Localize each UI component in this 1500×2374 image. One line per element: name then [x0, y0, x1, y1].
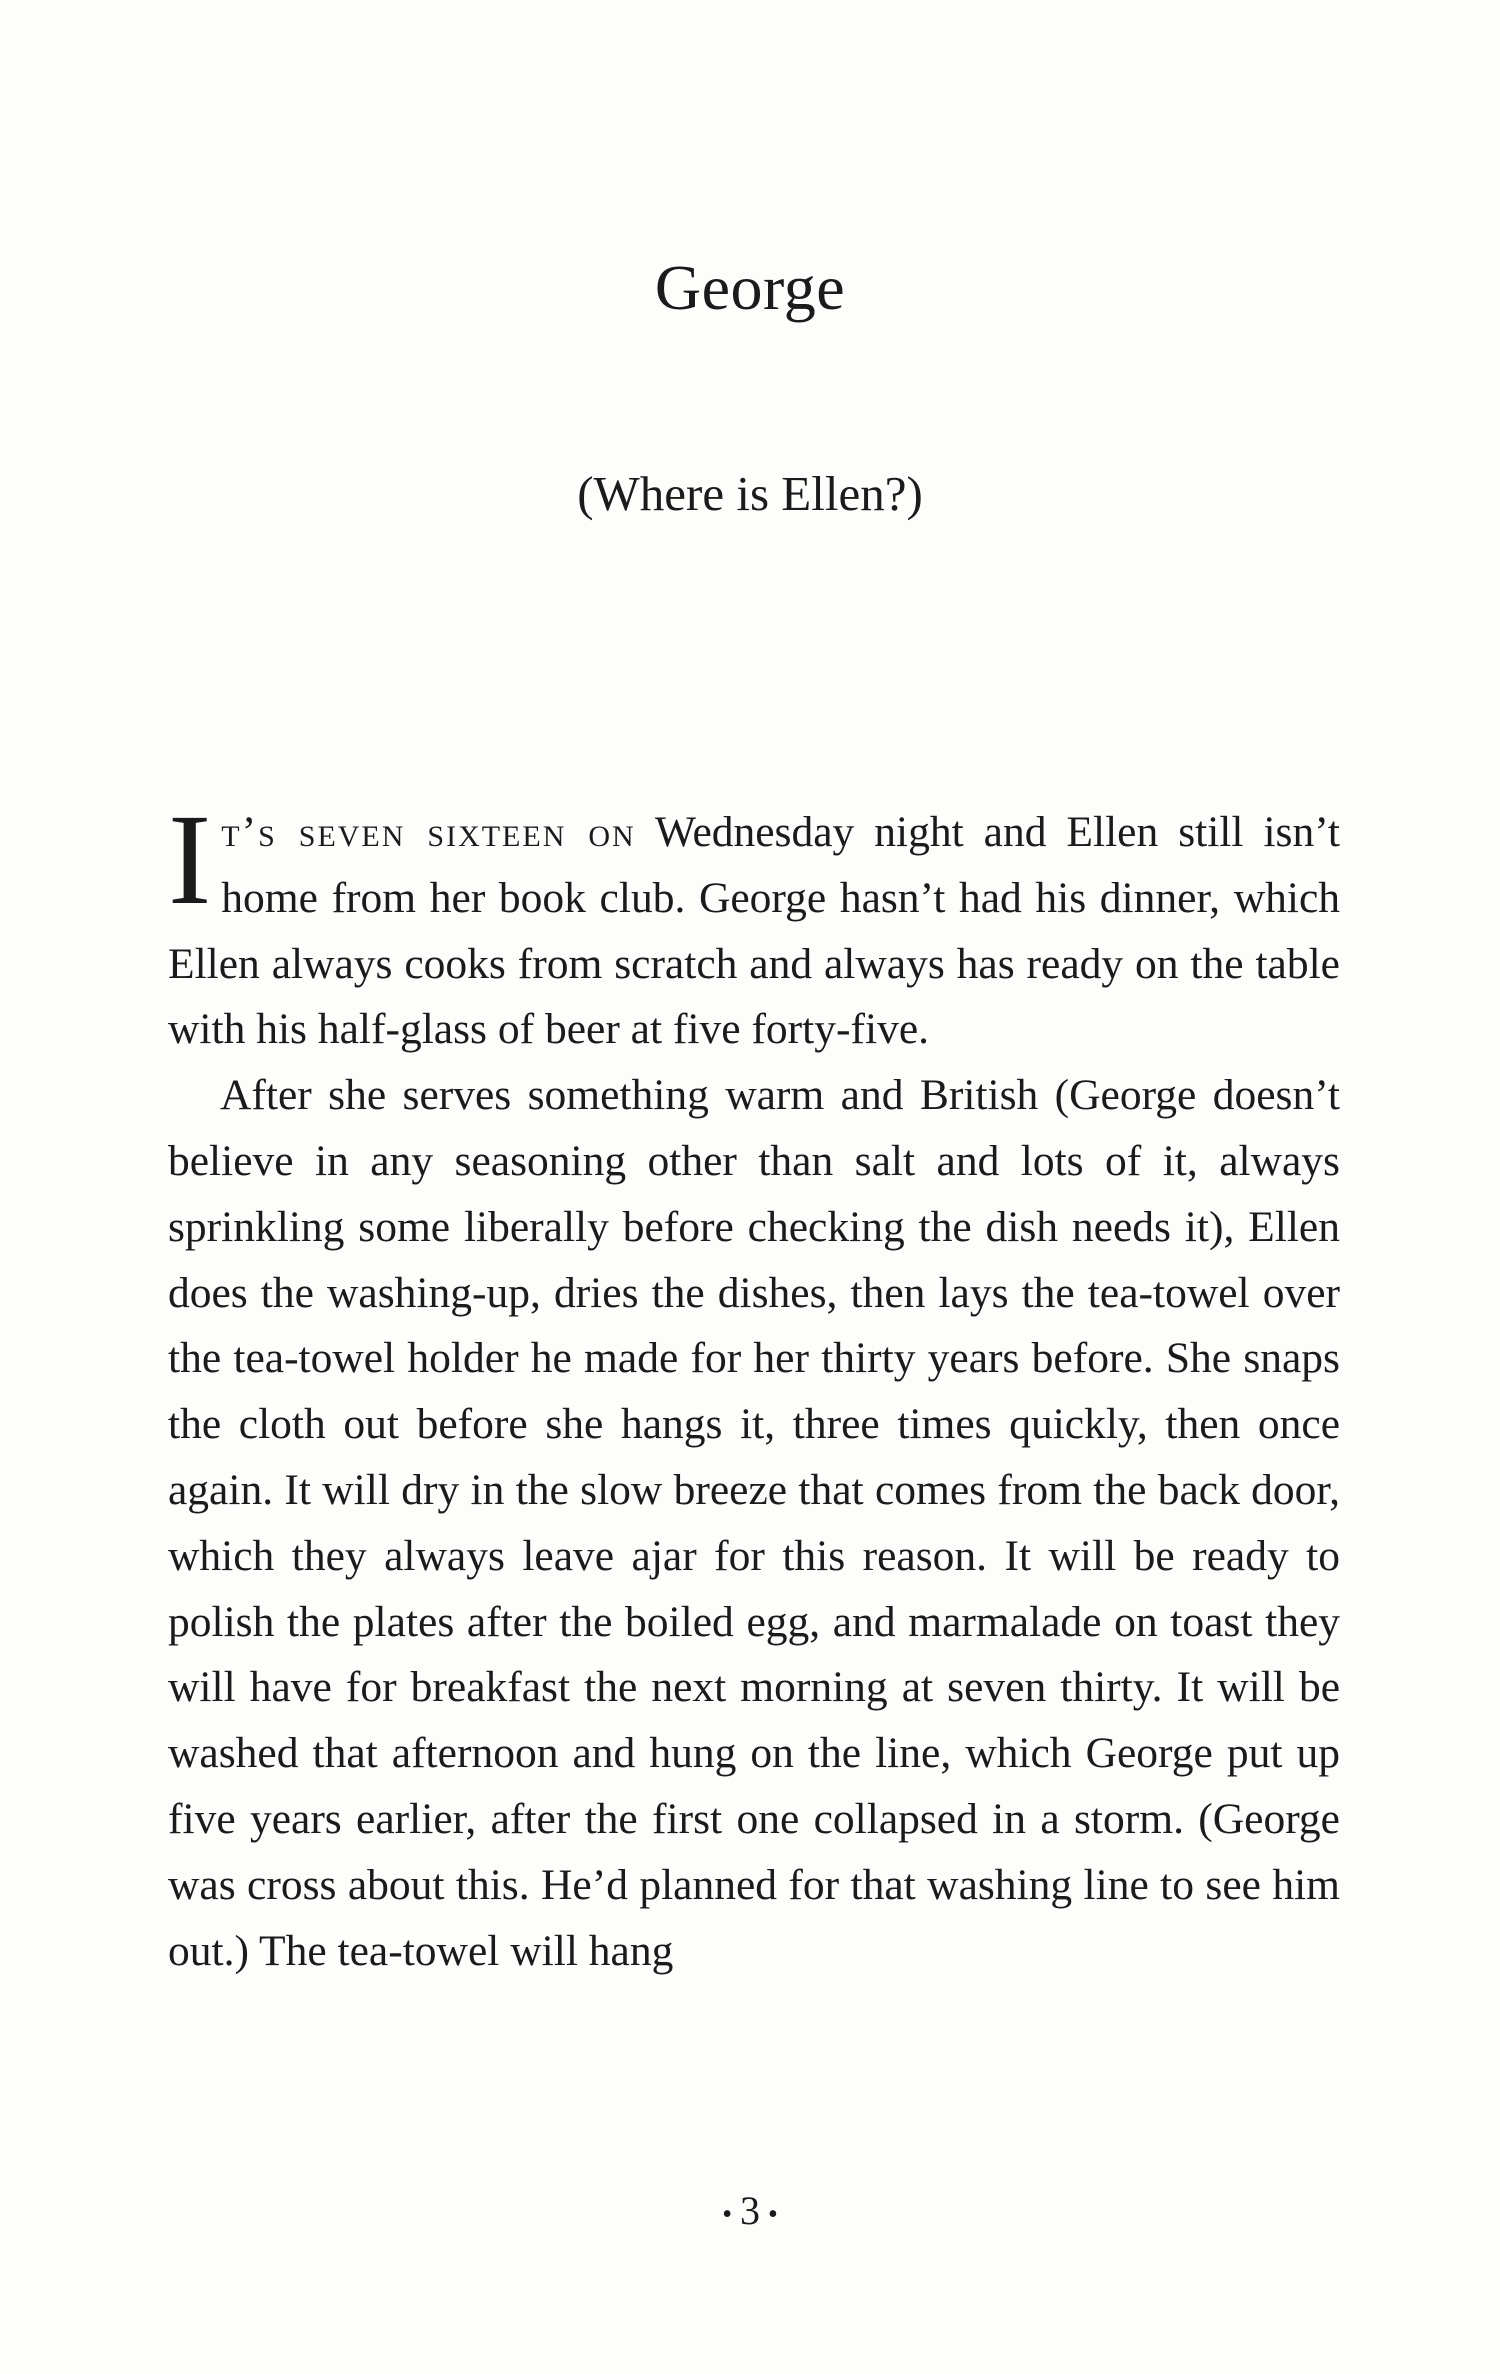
paragraph-2: After she serves something warm and British (George doesn’t believe in any seasoning other than salt and lots of it, always sprinkling some liberally before checking the dish needs it), Ellen does the washing-up, dries the dishes, then lays the tea-towel over the tea-towel holder he made for her thirty years before. She snaps the cloth out before she hangs it, three times quickly, then once again. It will dry in the slow breeze that comes from the back door, which they always leave ajar for this reason. It will be ready to polish the plates after the boiled egg, and marmalade on toast they will have for breakfast the next morning at seven thirty. It will be washed that afternoon and hung on the line, which George put up five years earlier, after the first one collapsed in a storm. (George was cross about this. He’d planned for that washing line to see him out.) The tea-towel will hang	[168, 1071, 1340, 1975]
paragraph-1	[168, 788, 1340, 1063]
chapter-body	[168, 788, 1340, 1984]
chapter-subtitle: (Where is Ellen?)	[577, 466, 923, 521]
drop-cap: I	[168, 788, 212, 932]
opening-small-caps: t’s seven sixteen on	[221, 808, 636, 856]
folio-ornament-right: •	[768, 2198, 778, 2230]
chapter-title: George	[654, 252, 846, 323]
page-number: 3	[740, 2188, 760, 2233]
paragraph-1-text: Wednesday night and Ellen still isn’t home from her book club. George hasn’t had his dinner, which Ellen always cooks from scratch and always has ready on the table with his half-glass of beer at five forty-five.	[168, 808, 1340, 1054]
page-footer	[0, 2186, 1500, 2240]
folio-ornament-left: •	[722, 2198, 732, 2230]
